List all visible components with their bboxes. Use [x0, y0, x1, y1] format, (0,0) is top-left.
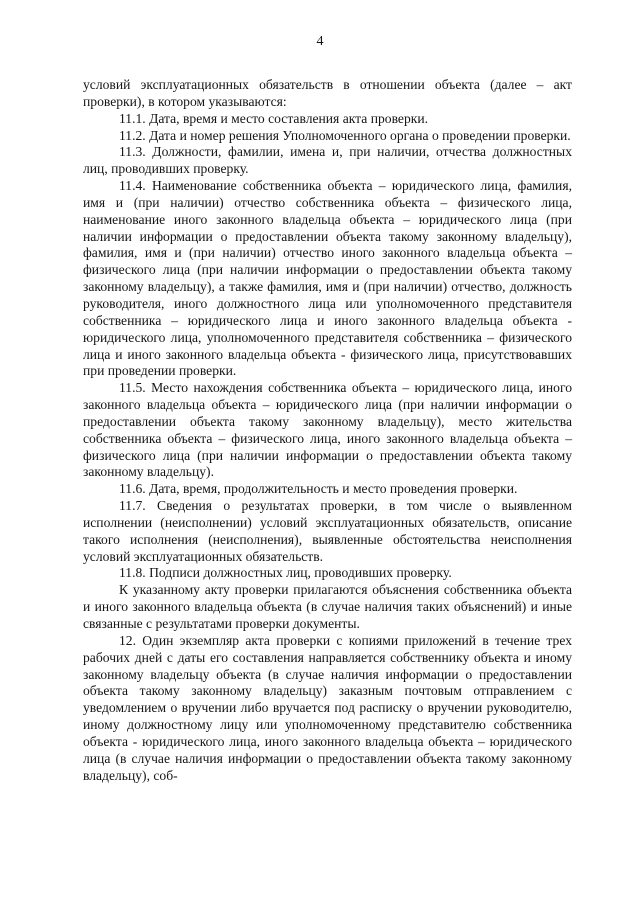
- paragraph-11-3: 11.3. Должности, фамилии, имена и, при наличии, отчества должностных лиц, проводивших проверку.: [83, 144, 572, 177]
- paragraph-12: 12. Один экземпляр акта проверки с копиями приложений в течение трех рабочих дней с даты его составления направляется собственнику объекта и иному законному владельцу объекта (в случае наличия информации о предоставлении объекта такому законному владельцу) заказным почтовым отправлением с уведомлением о вручении либо вручается под расписку о вручении руководителю, иному должностному лицу или уполномоченному представителю собственника объекта - юридического лица, иного законного владельца объекта – юридического лица (в случае наличия информации о предоставлении объекта такому законному владельцу), соб-: [83, 632, 572, 783]
- paragraph-11-5: 11.5. Место нахождения собственника объекта – юридического лица, иного законного владельца объекта – юридического лица (при наличии информации о предоставлении объекта такому законному владельцу), место жительства собственника объекта – физического лица, иного законного владельца объекта – физического лица (при наличии информации о предоставлении объекта такому законному владельцу).: [83, 380, 572, 480]
- paragraph-intro: условий эксплуатационных обязательств в отношении объекта (далее – акт проверки), в котором указываются:: [83, 77, 572, 109]
- paragraph-11-7: 11.7. Сведения о результатах проверки, в том числе о выявленном исполнении (неисполнении) условий эксплуатационных обязательств, описание такого исполнения (неисполнения), выявленные обстоятельства неисполнения условий эксплуатационных обязательств.: [83, 498, 572, 564]
- page-number: 4: [316, 34, 324, 49]
- paragraph-11-8: 11.8. Подписи должностных лиц, проводивших проверку.: [119, 565, 452, 581]
- document-body: [83, 77, 572, 784]
- paragraph-attachments: К указанному акту проверки прилагаются объяснения собственника объекта и иного законного владельца объекта (в случае наличия таких объяснений) и иные связанные с результатами проверки документы.: [83, 582, 572, 631]
- paragraph-11-6: 11.6. Дата, время, продолжительность и место проведения проверки.: [119, 481, 518, 497]
- paragraph-11-2: 11.2. Дата и номер решения Уполномоченного органа о проведении проверки.: [119, 127, 571, 143]
- paragraph-11-4: 11.4. Наименование собственника объекта – юридического лица, фамилия, имя и (при наличии) отчество собственника объекта – физического лица, наименование иного законного владельца объекта – юридического лица (при наличии информации о предоставлении объекта такому законному владельцу), фамилия, имя и (при наличии) отчество иного законного владельца объекта – физического лица (при наличии информации о предоставлении объекта такому законному владельцу), а также фамилия, имя и (при наличии) отчество, должность руководителя, иного должностного лица или уполномоченного представителя собственника – юридического лица и иного законного владельца объекта - юридического лица, уполномоченного представителя собственника – физического лица и иного законного владельца объекта - физического лица, присутствовавших при проведении проверки.: [83, 178, 572, 379]
- paragraph-11-1: 11.1. Дата, время и место составления акта проверки.: [119, 110, 429, 126]
